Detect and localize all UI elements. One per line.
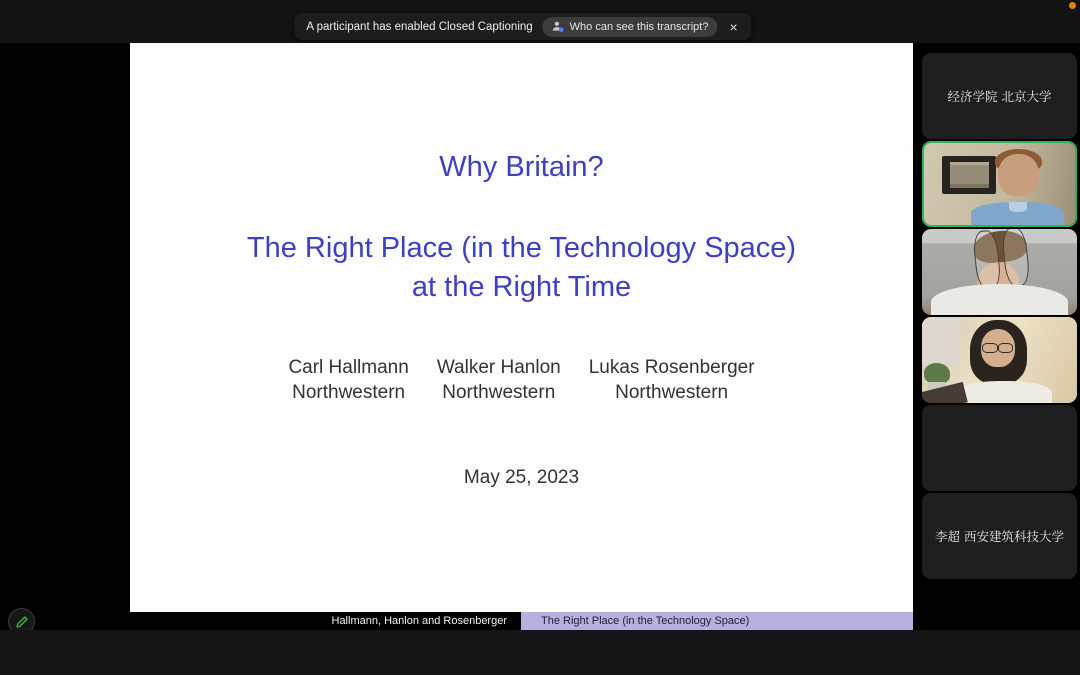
subtitle-line-2: at the Right Time: [411, 271, 632, 303]
presentation-slide: [130, 43, 913, 630]
participant-tile-2-active-speaker[interactable]: [922, 141, 1077, 227]
footer-short-title: The Right Place (in the Technology Space): [521, 612, 913, 630]
author-3-affiliation: Northwestern: [615, 382, 729, 403]
closed-captioning-notification: [294, 13, 751, 40]
author-1: [288, 355, 408, 405]
framed-photo: [950, 162, 989, 188]
white-top: [956, 381, 1052, 403]
participant-tile-4[interactable]: [922, 317, 1077, 403]
close-icon[interactable]: ×: [729, 18, 738, 35]
author-2-name: Walker Hanlon: [436, 357, 561, 378]
pencil-icon: [15, 615, 29, 629]
author-2-affiliation: Northwestern: [442, 382, 556, 403]
collar: [1009, 202, 1027, 212]
slide-body: [130, 43, 913, 612]
participant-name-label: 李超 西安建筑科技大学: [935, 529, 1064, 544]
slide-date: May 25, 2023: [463, 467, 580, 488]
slide-footer: [130, 612, 913, 630]
shared-screen-area: [0, 43, 1080, 630]
notification-message: A participant has enabled Closed Captioning: [306, 20, 533, 33]
slide-subtitle: [130, 229, 913, 307]
participant-tile-5[interactable]: [922, 405, 1077, 491]
participant-video: [922, 317, 1077, 403]
author-1-affiliation: Northwestern: [292, 382, 406, 403]
transcript-button-label: Who can see this transcript?: [569, 20, 709, 33]
bottom-bar: [0, 630, 1080, 675]
slide-title: Why Britain?: [439, 151, 604, 183]
person-icon: [552, 20, 565, 33]
plant: [924, 363, 950, 384]
white-shirt: [931, 284, 1067, 315]
window-blind: [922, 317, 959, 365]
footer-authors: Hallmann, Hanlon and Rosenberger: [130, 612, 521, 630]
author-2: [437, 355, 561, 405]
participant-video: [924, 143, 1075, 225]
participant-tile-6[interactable]: [922, 493, 1077, 579]
top-bar: [0, 0, 1080, 43]
glasses: [982, 343, 1013, 352]
recording-indicator-dot: [1069, 2, 1076, 9]
participant-video: [922, 229, 1077, 315]
who-can-see-transcript-button[interactable]: [543, 17, 718, 37]
subtitle-line-1: The Right Place (in the Technology Space): [246, 232, 797, 264]
participants-sidebar: [922, 53, 1077, 579]
face: [998, 154, 1039, 197]
authors-row: [130, 355, 913, 405]
head: [972, 229, 1030, 290]
participant-name-label: 经济学院 北京大学: [947, 89, 1052, 104]
author-3-name: Lukas Rosenberger: [588, 357, 755, 378]
author-3: [589, 355, 755, 405]
participant-tile-3[interactable]: [922, 229, 1077, 315]
author-1-name: Carl Hallmann: [288, 357, 409, 378]
participant-tile-1[interactable]: [922, 53, 1077, 139]
